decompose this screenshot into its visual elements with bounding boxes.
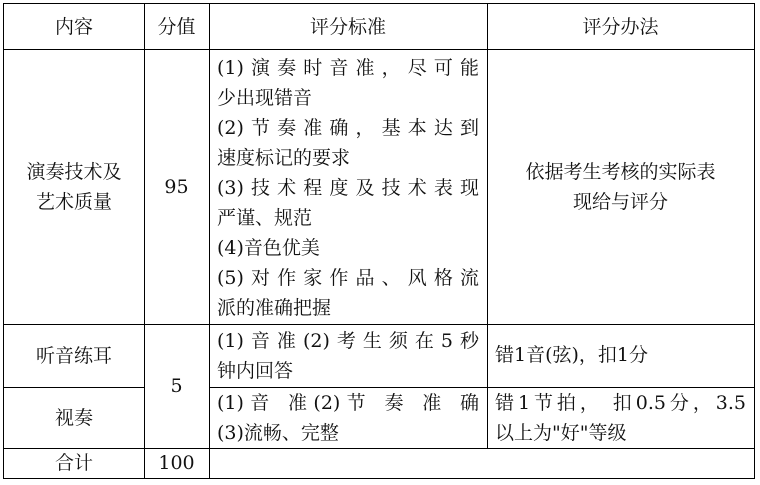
criteria-line: (4)音色优美 (217, 237, 320, 259)
technique-criteria (209, 53, 487, 324)
header-criteria: 评分标准 (309, 15, 386, 38)
header-method: 评分办法 (582, 15, 659, 38)
criteria-line: 钟内回答 (217, 360, 294, 382)
sight-content: 视奏 (54, 406, 93, 429)
criteria-line: (3)流畅、完整 (217, 422, 339, 444)
ear-sight-score: 5 (170, 375, 183, 397)
criteria-line: 速度标记的要求 (217, 147, 351, 169)
technique-score: 95 (164, 175, 189, 198)
criteria-line: (1)音准(2)考生须在5秒 (217, 330, 479, 352)
total-content: 合计 (54, 452, 93, 474)
scoring-table (3, 3, 755, 479)
ear-method: 错1音(弦)，扣1分 (495, 344, 649, 366)
criteria-line: 派的准确把握 (217, 297, 332, 319)
header-content: 内容 (54, 15, 93, 38)
method-line: 错1节拍， 扣0.5分，3.5 (495, 392, 746, 414)
technique-content: 演奏技术及 艺术质量 (26, 160, 122, 213)
sight-criteria (209, 388, 487, 448)
criteria-line: (1)演奏时音准，尽可能 (217, 57, 479, 79)
header-score: 分值 (157, 15, 196, 38)
criteria-line: 严谨、规范 (217, 207, 313, 229)
criteria-line: 少出现错音 (217, 87, 313, 109)
criteria-line: (2)节奏准确，基本达到 (217, 117, 479, 139)
total-score: 100 (158, 452, 195, 474)
criteria-line: (1)音 准(2)节 奏 准 确 (217, 392, 479, 414)
ear-criteria (209, 326, 487, 387)
method-line: 以上为"好"等级 (495, 422, 627, 444)
technique-method: 依据考生考核的实际表 现给与评分 (525, 160, 716, 213)
ear-content: 听音练耳 (35, 344, 112, 367)
total-empty-cell (209, 448, 754, 478)
criteria-line: (5)对作家作品、风格流 (217, 267, 479, 289)
sight-method (487, 388, 754, 448)
criteria-line: (3)技术程度及技术表现 (217, 177, 479, 199)
